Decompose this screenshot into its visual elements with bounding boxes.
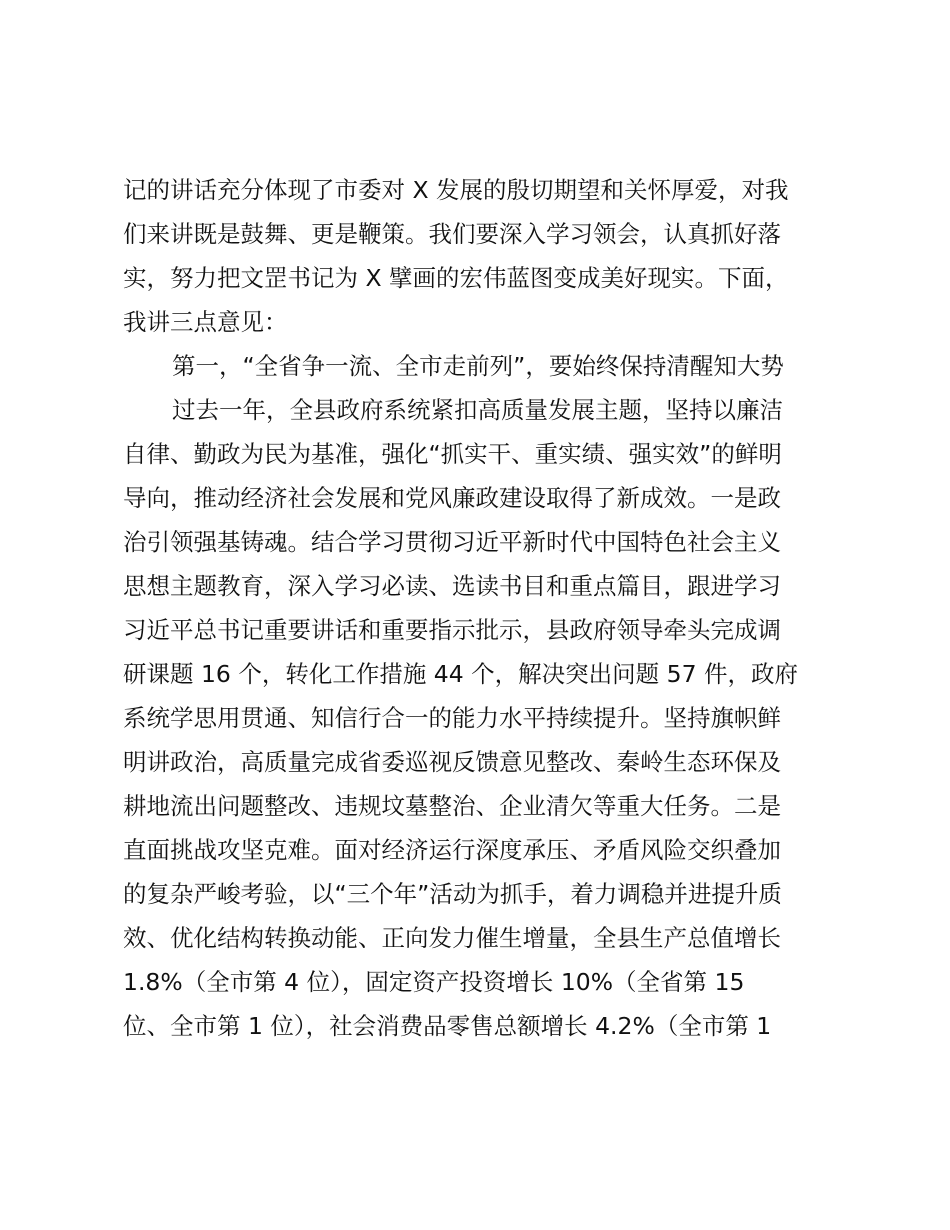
text-line-11: 习近平总书记重要讲话和重要指示批示，县政府领导牵头完成调 [123,616,781,644]
text-line-4: 我讲三点意见： [123,308,288,336]
text-line-3: 实，努力把文罡书记为 X 擘画的宏伟蓝图变成美好现实。下面， [123,264,789,292]
text-line-18: 效、优化结构转换动能、正向发力催生增量，全县生产总值增长 [123,924,781,952]
text-line-9: 治引领强基铸魂。结合学习贯彻习近平新时代中国特色社会主义 [123,528,781,556]
text-line-10: 思想主题教育，深入学习必读、选读书目和重点篇目，跟进学习 [123,572,781,600]
text-line-15: 耕地流出问题整改、违规坟墓整治、企业清欠等重大任务。二是 [123,792,781,820]
text-line-1: 记的讲话充分体现了市委对 X 发展的殷切期望和关怀厚爱，对我 [123,176,789,204]
text-line-16: 直面挑战攻坚克难。面对经济运行深度承压、矛盾风险交织叠加 [123,836,781,864]
text-line-8: 导向，推动经济社会发展和党风廉政建设取得了新成效。一是政 [123,484,781,512]
text-line-14: 明讲政治，高质量完成省委巡视反馈意见整改、秦岭生态环保及 [123,748,781,776]
text-line-7: 自律、勤政为民为基准，强化“抓实干、重实绩、强实效”的鲜明 [123,440,782,468]
text-line-13: 系统学思用贯通、知信行合一的能力水平持续提升。坚持旗帜鲜 [123,704,781,732]
text-line-6: 过去一年，全县政府系统紧扣高质量发展主题，坚持以廉洁 [172,396,783,424]
text-line-19: 1.8%（全市第 4 位），固定资产投资增长 10%（全省第 15 [123,968,745,996]
text-line-17: 的复杂严峻考验，以“三个年”活动为抓手，着力调稳并进提升质 [123,880,782,908]
text-line-12: 研课题 16 个，转化工作措施 44 个，解决突出问题 57 件，政府 [123,660,799,688]
section-heading-1: 第一，“全省争一流、全市走前列”，要始终保持清醒知大势 [172,352,784,380]
text-line-20: 位、全市第 1 位），社会消费品零售总额增长 4.2%（全市第 1 [123,1012,772,1040]
text-line-2: 们来讲既是鼓舞、更是鞭策。我们要深入学习领会，认真抓好落 [123,220,781,248]
